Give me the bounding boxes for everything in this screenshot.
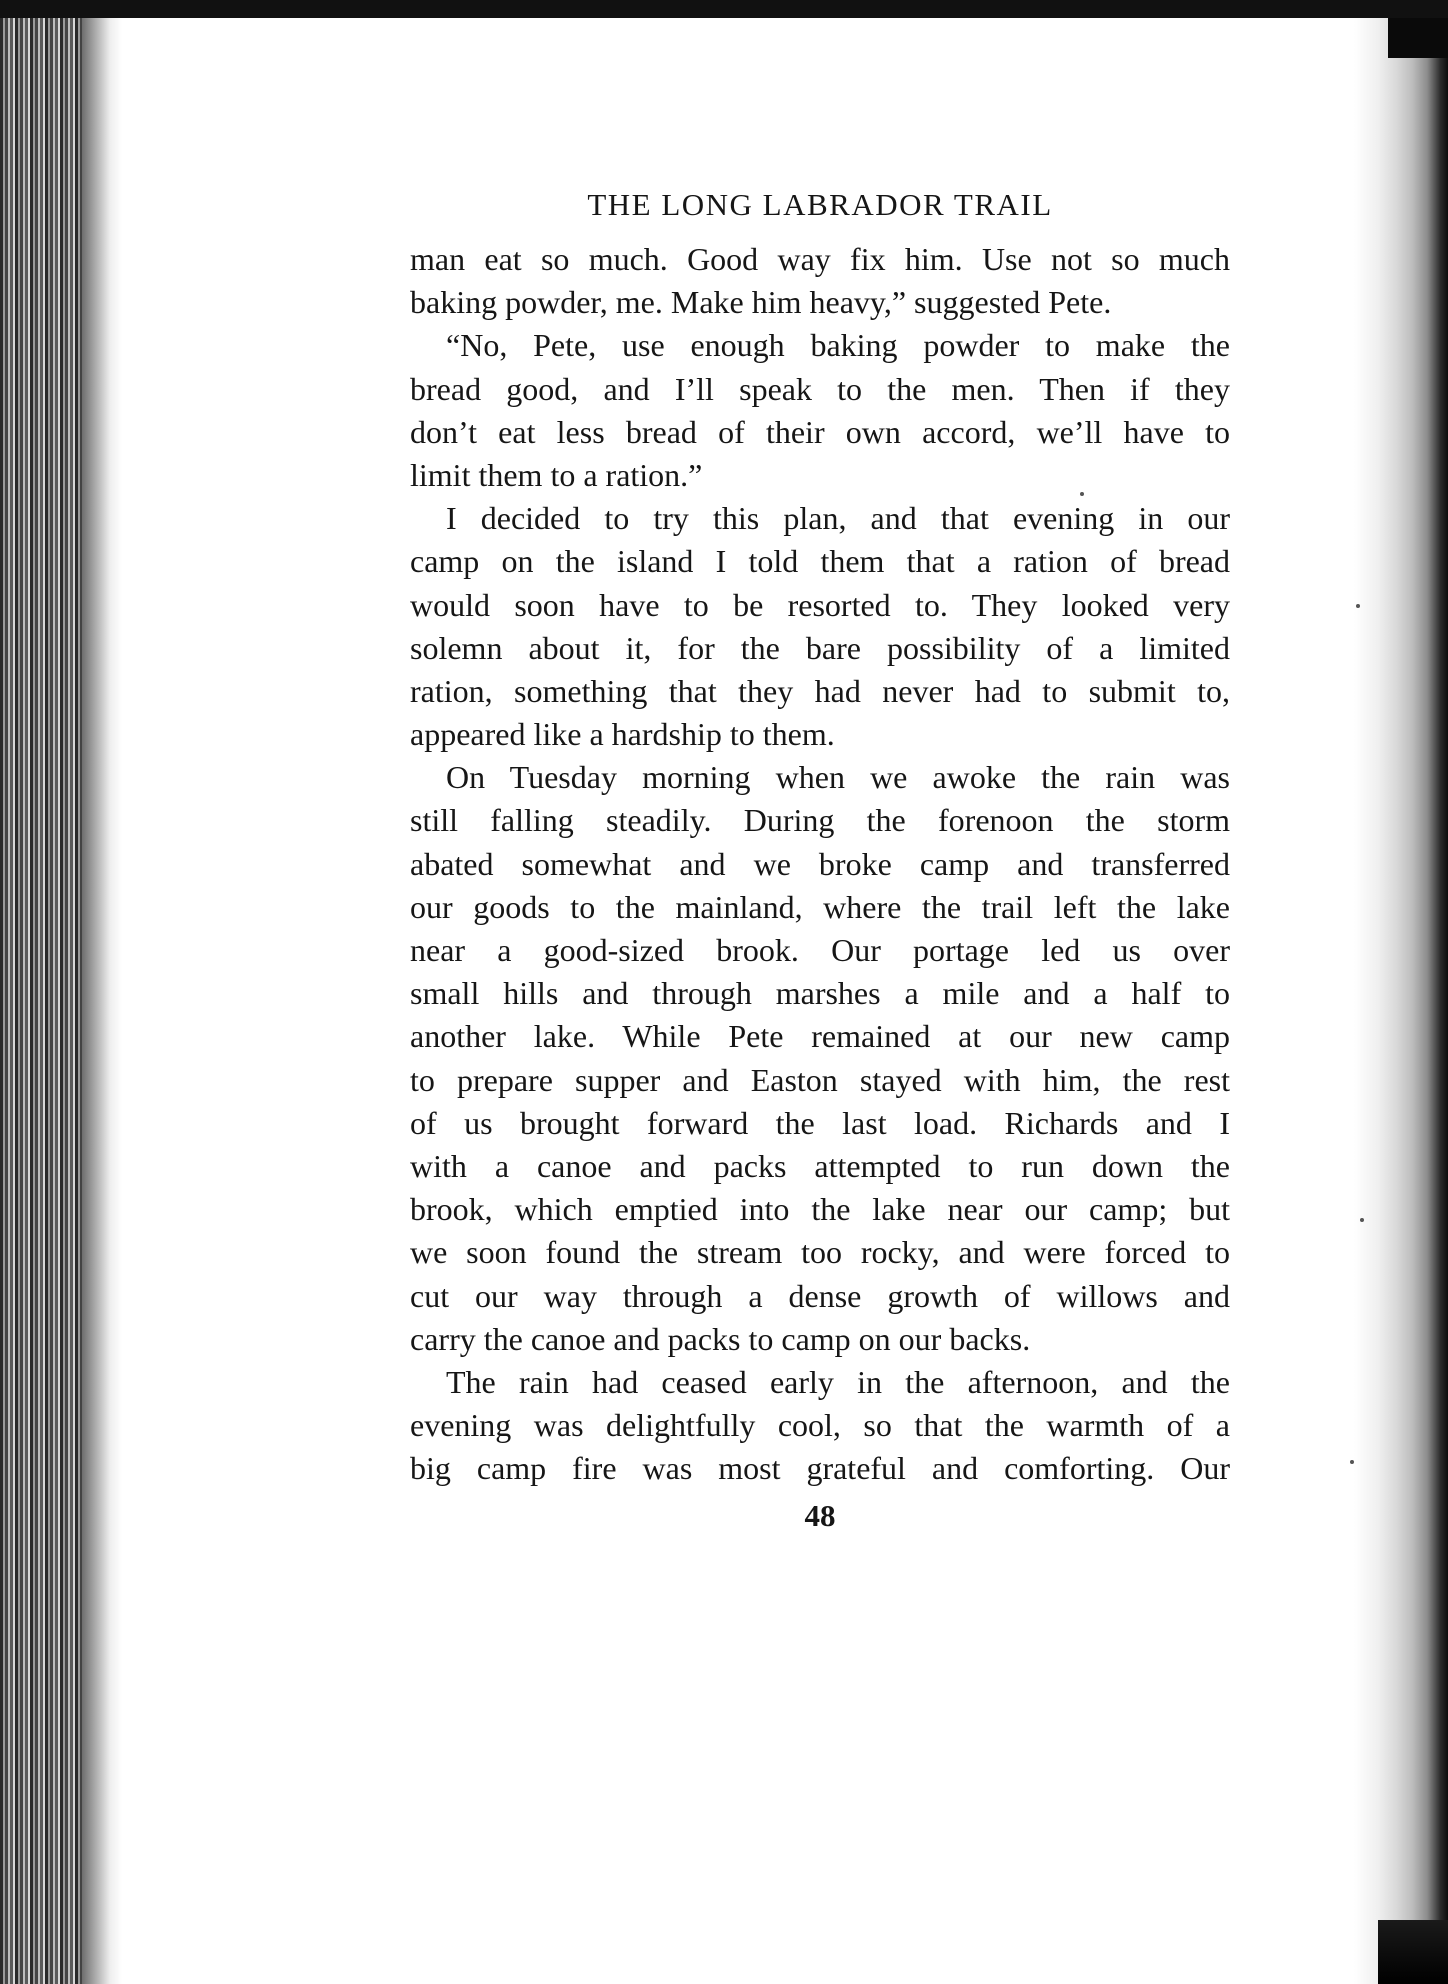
text-line: small hills and through marshes a mile and a half to [410,975,1230,1012]
text-line: solemn about it, for the bare possibility of a limited [410,629,1230,666]
scan-top-border [0,0,1448,18]
body-text [410,238,1230,1490]
text-line: bread good, and I’ll speak to the men. Then if they [410,370,1230,407]
scan-speck [1360,1218,1364,1222]
scan-corner-bottom [1378,1920,1448,1984]
text-line: brook, which emptied into the lake near our camp; but [410,1191,1230,1228]
text-line: ration, something that they had never had to submit to, [410,672,1230,709]
text-line: appeared like a hardship to them. [410,716,835,753]
text-line: limit them to a ration.” [410,456,703,493]
text-line: The rain had ceased early in the afternoon, and the [446,1363,1230,1400]
scan-speck [1356,604,1360,608]
text-line: cut our way through a dense growth of willows and [410,1277,1230,1314]
text-line: would soon have to be resorted to. They looked very [410,586,1230,623]
text-line: baking powder, me. Make him heavy,” suggested Pete. [410,284,1112,321]
running-head: THE LONG LABRADOR TRAIL [587,187,1053,222]
text-line: “No, Pete, use enough baking powder to make the [446,327,1230,364]
scan-speck [1350,1460,1354,1464]
text-line: of us brought forward the last load. Richards and I [410,1104,1230,1141]
text-line: to prepare supper and Easton stayed with him, the rest [410,1061,1230,1098]
text-line: our goods to the mainland, where the trail left the lake [410,888,1230,925]
text-line: near a good-sized brook. Our portage led us over [410,932,1230,968]
text-line: evening was delightfully cool, so that the warmth of a [410,1407,1230,1444]
text-line: big camp fire was most grateful and comforting. Our [410,1450,1230,1487]
scan-corner-top [1388,18,1448,58]
text-line: carry the canoe and packs to camp on our backs. [410,1320,1031,1357]
page-curl-shadow [1354,18,1448,1984]
book-page [410,180,1230,1540]
text-line: don’t eat less bread of their own accord, we’ll have to [410,413,1230,450]
text-line: man eat so much. Good way fix him. Use not so much [410,241,1230,277]
text-line: abated somewhat and we broke camp and transferred [410,845,1230,882]
text-line: with a canoe and packs attempted to run down the [410,1147,1230,1184]
page-number: 48 [804,1498,836,1534]
text-line: we soon found the stream too rocky, and were forced to [410,1234,1230,1271]
text-line: On Tuesday morning when we awoke the rain was [446,759,1230,796]
text-line: I decided to try this plan, and that evening in our [446,500,1230,537]
gutter-shadow [82,18,122,1984]
text-line: camp on the island I told them that a ration of bread [410,543,1230,580]
text-line: another lake. While Pete remained at our new camp [410,1018,1230,1055]
text-line: still falling steadily. During the forenoon the storm [410,802,1230,839]
